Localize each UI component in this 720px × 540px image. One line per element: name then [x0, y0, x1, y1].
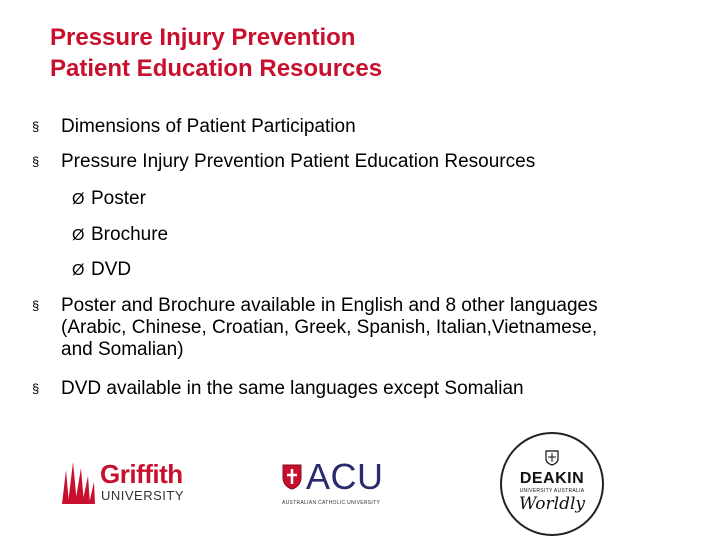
deakin-name: DEAKIN [519, 470, 585, 487]
acu-logo [282, 456, 392, 510]
griffith-subtitle: UNIVERSITY [101, 488, 185, 503]
acu-subtitle: AUSTRALIAN CATHOLIC UNIVERSITY [282, 500, 381, 506]
deakin-logo [500, 432, 606, 538]
partner-logos [0, 430, 720, 540]
deakin-crest-icon [545, 450, 559, 466]
griffith-flame-icon [60, 460, 96, 506]
griffith-logo [60, 458, 190, 508]
bullet-text-line: Poster and Brochure available in English and 8 other languages [61, 295, 598, 316]
deakin-subtitle: UNIVERSITY AUSTRALIA [519, 488, 585, 494]
arrow-bullet-icon: Ø [72, 227, 85, 244]
acu-shield-icon [282, 464, 302, 490]
sub-bullet-text: DVD [91, 259, 132, 280]
title-line-2: Patient Education Resources [50, 55, 383, 82]
bullet-text: Dimensions of Patient Participation [61, 116, 356, 137]
sub-bullet-text: Brochure [91, 224, 169, 245]
slide-title [50, 22, 382, 84]
griffith-name: Griffith [100, 459, 183, 489]
bullet-text-line: and Somalian) [61, 339, 184, 360]
acu-name: ACU [306, 456, 384, 497]
sub-bullet-text: Poster [91, 188, 146, 209]
sub-bullet-item [72, 259, 131, 282]
bullet-mark: § [32, 298, 40, 313]
bullet-mark: § [32, 381, 40, 396]
bullet-text-line: (Arabic, Chinese, Croatian, Greek, Spanish, Italian,Vietnamese, [61, 317, 598, 338]
bullet-text: DVD available in the same languages except Somalian [61, 378, 524, 399]
sub-bullet-item [72, 224, 168, 247]
sub-bullet-item [72, 188, 146, 211]
arrow-bullet-icon: Ø [72, 262, 85, 279]
bullet-mark: § [32, 119, 40, 134]
title-line-1: Pressure Injury Prevention [50, 24, 356, 51]
deakin-tagline: Worldly [518, 494, 586, 514]
arrow-bullet-icon: Ø [72, 191, 85, 208]
bullet-mark: § [32, 154, 40, 169]
bullet-text: Pressure Injury Prevention Patient Education Resources [61, 151, 536, 172]
